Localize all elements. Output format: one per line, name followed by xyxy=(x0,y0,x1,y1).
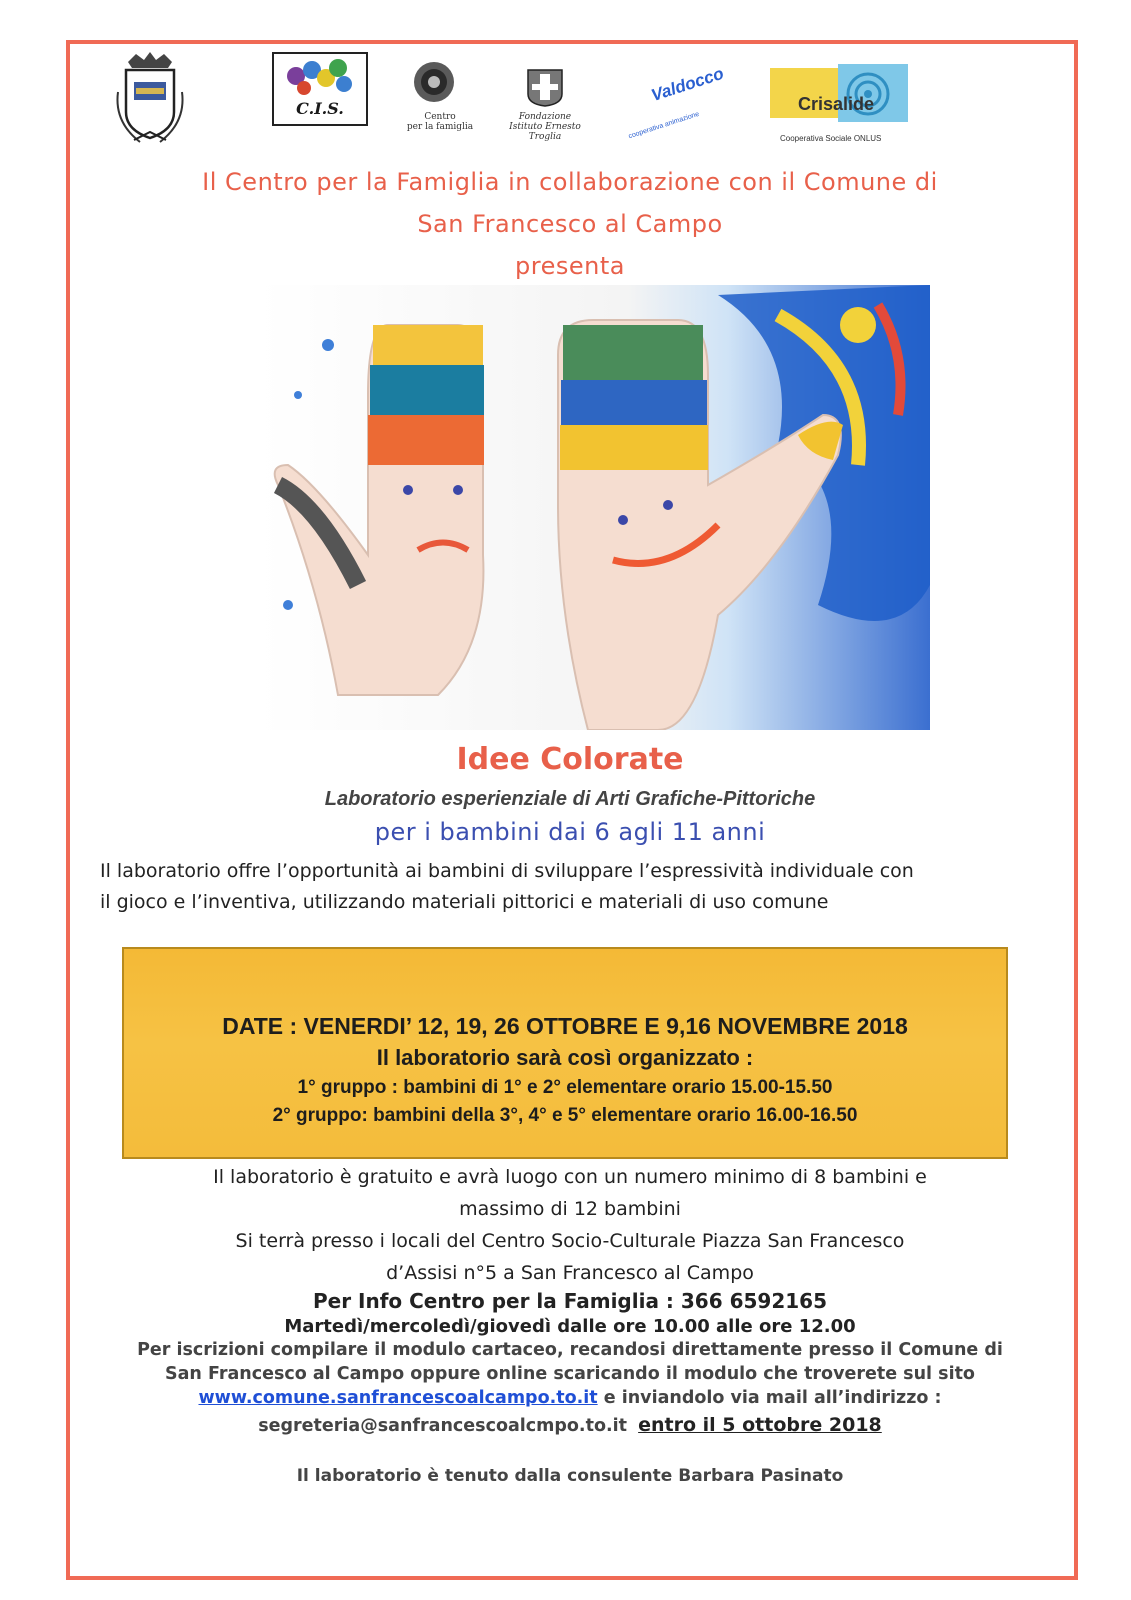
cis-label: C.I.S. xyxy=(296,99,344,118)
office-hours: Martedì/mercoledì/giovedì dalle ore 10.00 alle ore 12.00 xyxy=(284,1316,856,1337)
age-range: per i bambini dai 6 agli 11 anni xyxy=(374,818,766,846)
fondazione-logo xyxy=(500,64,590,144)
centro-famiglia-logo xyxy=(400,58,480,138)
schedule-group-1: 1° gruppo : bambini di 1° e 2° elementare orario 15.00-15.50 xyxy=(297,1077,833,1098)
email-address[interactable]: segreteria@sanfrancescoalcmpo.to.it xyxy=(258,1416,627,1436)
email-deadline-line xyxy=(90,1414,1050,1436)
location-line-1: Si terrà presso i locali del Centro Socio-Culturale Piazza San Francesco xyxy=(235,1230,905,1252)
nest-icon xyxy=(400,58,480,108)
centro-caption-2: per la famiglia xyxy=(406,122,474,132)
deadline: entro il 5 ottobre 2018 xyxy=(638,1414,882,1436)
puzzle-icon xyxy=(274,56,366,102)
schedule-dates: DATE : VENERDI’ 12, 19, 26 OTTOBRE E 9,16 NOVEMBRE 2018 xyxy=(222,1013,908,1039)
crest-icon xyxy=(500,64,590,108)
centro-caption-1: Centro xyxy=(424,112,456,122)
free-line-1: Il laboratorio è gratuito e avrà luogo con un numero minimo di 8 bambini e xyxy=(213,1166,927,1188)
fondazione-caption-1: Fondazione xyxy=(518,112,572,122)
coat-of-arms-icon xyxy=(110,52,190,147)
valdocco-logo xyxy=(625,63,745,142)
schedule-group-2: 2° gruppo: bambini della 3°, 4° e 5° elementare orario 16.00-16.50 xyxy=(272,1105,858,1126)
crisalide-sub: Cooperativa Sociale ONLUS xyxy=(780,134,882,143)
enroll-line-3-text: e inviandolo via mail all’indirizzo : xyxy=(597,1388,942,1408)
description-line-1: Il laboratorio offre l’opportunità ai bambini di sviluppare l’espressività individuale con xyxy=(100,860,914,882)
event-title: Idee Colorate xyxy=(456,742,684,777)
header-line-1: Il Centro per la Famiglia in collaborazione con il Comune di xyxy=(202,168,938,196)
free-line-2: massimo di 12 bambini xyxy=(459,1198,681,1220)
painted-hands-photo xyxy=(258,285,930,730)
enroll-line-1: Per iscrizioni compilare il modulo cartaceo, recandosi direttamente presso il Comune di xyxy=(137,1340,1003,1360)
location-line-2: d’Assisi n°5 a San Francesco al Campo xyxy=(386,1262,754,1284)
crisalide-text: Crisalide xyxy=(798,94,875,114)
logos-row xyxy=(110,52,930,147)
valdocco-text: Valdocco xyxy=(648,63,726,106)
cis-logo xyxy=(272,52,368,126)
event-subtitle: Laboratorio esperienziale di Arti Grafiche-Pittoriche xyxy=(324,788,816,810)
info-phone: Per Info Centro per la Famiglia : 366 6592165 xyxy=(312,1289,827,1313)
teacher-line: Il laboratorio è tenuto dalla consulente Barbara Pasinato xyxy=(296,1466,844,1486)
event-description xyxy=(100,856,1040,918)
enroll-line-3 xyxy=(90,1388,1050,1408)
description-line-2: il gioco e l’inventiva, utilizzando materiali pittorici e materiali di uso comune xyxy=(100,891,829,913)
valdocco-sub: cooperativa animazione xyxy=(627,110,701,141)
schedule-organization: Il laboratorio sarà così organizzato : xyxy=(376,1045,754,1070)
header-line-3: presenta xyxy=(515,252,625,280)
schedule-box xyxy=(122,947,1008,1159)
enroll-line-2: San Francesco al Campo oppure online scaricando il modulo che troverete sul sito xyxy=(165,1364,975,1384)
header-line-2: San Francesco al Campo xyxy=(417,210,723,238)
fondazione-caption-2: Istituto Ernesto Troglia xyxy=(509,122,581,142)
crisalide-logo xyxy=(768,64,918,148)
website-link[interactable]: www.comune.sanfrancescoalcampo.to.it xyxy=(198,1388,598,1408)
